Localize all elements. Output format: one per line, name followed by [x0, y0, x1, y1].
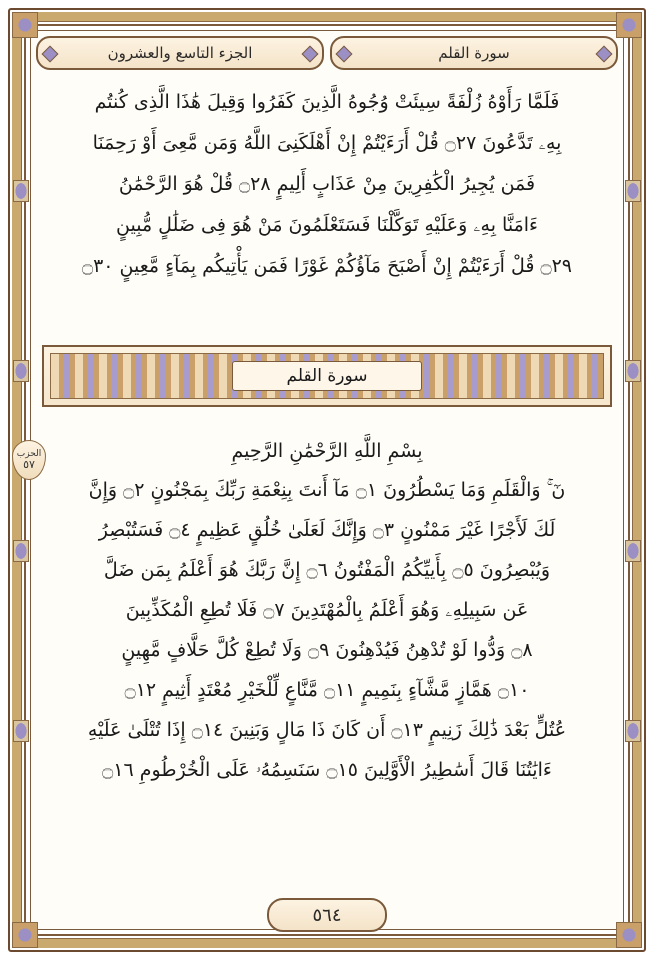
ayah-line: لَكَ لَأَجْرًا غَيْرَ مَمْنُونٍ ۝٣ وَإِنَّكَ لَعَلَىٰ خُلُقٍ عَظِيمٍ ۝٤ فَسَتُبْصِرُ	[98, 519, 556, 541]
hizb-label: الحزب	[16, 448, 42, 459]
juz-label: الجزء التاسع والعشرون	[107, 44, 253, 62]
ayah-block-bottom	[40, 470, 614, 890]
corner-ornament-icon	[616, 12, 642, 38]
ayah-line: عَن سَبِيلِهِۦ وَهُوَ أَعْلَمُ بِالْمُهْتَدِينَ ۝٧ فَلَا تُطِعِ الْمُكَذِّبِينَ	[125, 599, 529, 621]
side-ornament-icon	[625, 360, 641, 382]
hizb-number: ٥٧	[23, 457, 35, 471]
side-ornament-icon	[13, 720, 29, 742]
corner-ornament-icon	[12, 12, 38, 38]
surah-title-plate	[232, 361, 422, 391]
ayah-line: بِهِۦ تَدَّعُونَ ۝٢٧ قُلْ أَرَءَيْتُمْ إِنْ أَهْلَكَنِىَ اللَّهُ وَمَن مَّعِىَ أَوْ رَحِمَنَا	[92, 132, 562, 154]
ayah-line: وَيُبْصِرُونَ ۝٥ بِأَييِّكُمُ الْمَفْتُونُ ۝٦ إِنَّ رَبَّكَ هُوَ أَعْلَمُ بِمَن ضَلَّ	[103, 559, 551, 581]
surah-cartouche	[330, 36, 618, 70]
side-ornament-icon	[13, 540, 29, 562]
page-header	[36, 36, 618, 70]
juz-cartouche	[36, 36, 324, 70]
corner-ornament-icon	[12, 922, 38, 948]
side-ornament-icon	[13, 180, 29, 202]
ayah-line: فَمَن يُجِيرُ الْكَٰفِرِينَ مِنْ عَذَابٍ أَلِيمٍ ۝٢٨ قُلْ هُوَ الرَّحْمَٰنُ	[118, 173, 536, 195]
surah-label: سورة القلم	[438, 44, 510, 62]
side-ornament-icon	[13, 360, 29, 382]
side-ornament-icon	[625, 180, 641, 202]
surah-title: سورة القلم	[286, 366, 368, 386]
page-number: ٥٦٤	[312, 904, 342, 926]
ayah-line: عُتُلٍّ بَعْدَ ذَٰلِكَ زَنِيمٍ ۝١٣ أَن كَانَ ذَا مَالٍ وَبَنِينَ ۝١٤ إِذَا تُتْلَىٰ عَلَيْهِ	[87, 719, 567, 741]
ayah-line: ۝١٠ هَمَّازٍ مَّشَّآءٍ بِنَمِيمٍ ۝١١ مَّنَّاعٍ لِّلْخَيْرِ مُعْتَدٍ أَثِيمٍ ۝١٢	[124, 679, 530, 701]
surah-title-band	[42, 345, 612, 407]
basmala: بِسْمِ اللَّهِ الرَّحْمَٰنِ الرَّحِيمِ	[231, 440, 423, 462]
ayah-line: ءَامَنَّا بِهِۦ وَعَلَيْهِ تَوَكَّلْنَا فَسَتَعْلَمُونَ مَنْ هُوَ فِى ضَلَٰلٍ مُّبِينٍ	[116, 214, 538, 236]
side-ornament-icon	[625, 540, 641, 562]
ayah-line: ءَايَٰتُنَا قَالَ أَسَٰطِيرُ الْأَوَّلِينَ ۝١٥ سَنَسِمُهُۥ عَلَى الْخُرْطُومِ ۝١٦	[102, 759, 552, 781]
ayah-block-top	[40, 82, 614, 292]
ayah-line: ۝٢٩ قُلْ أَرَءَيْتُمْ إِنْ أَصْبَحَ مَآؤُكُمْ غَوْرًا فَمَن يَأْتِيكُم بِمَآءٍ مَّعِينٍ ۝٣٠	[81, 255, 573, 277]
ayah-line: فَلَمَّا رَأَوْهُ زُلْفَةً سِيئَتْ وُجُوهُ الَّذِينَ كَفَرُوا وَقِيلَ هَٰذَا الَّذِى كُنتُم	[94, 91, 560, 113]
ayah-line: نٓ ۚ وَالْقَلَمِ وَمَا يَسْطُرُونَ ۝١ مَآ أَنتَ بِنِعْمَةِ رَبِّكَ بِمَجْنُونٍ ۝٢ وَإِنَّ	[88, 479, 566, 501]
side-ornament-icon	[625, 720, 641, 742]
corner-ornament-icon	[616, 922, 642, 948]
ayah-line: ۝٨ وَدُّوا لَوْ تُدْهِنُ فَيُدْهِنُونَ ۝٩ وَلَا تُطِعْ كُلَّ حَلَّافٍ مَّهِينٍ	[121, 639, 533, 661]
page-number-cartouche	[267, 898, 387, 932]
